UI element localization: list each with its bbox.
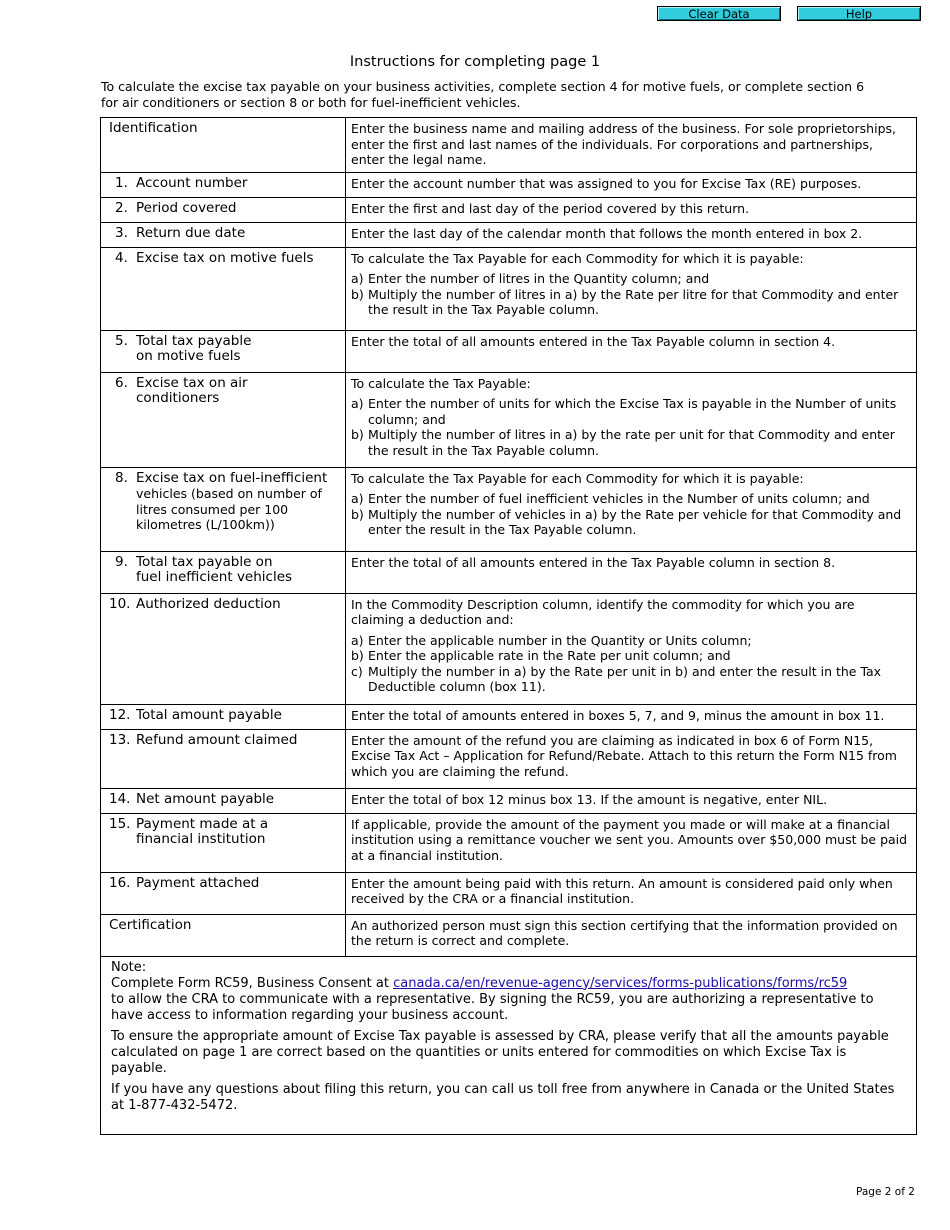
note-heading: Note: [111, 959, 147, 975]
row-label-text: Excise tax on motive fuels [136, 249, 314, 266]
row-number: 5. [115, 332, 128, 349]
row-label-text: vehicles (based on number of litres consumed per 100 kilometres (L/100km)) [136, 486, 322, 532]
row-description [346, 813, 917, 872]
page-title: Instructions for completing page 1 [349, 54, 601, 70]
description-text: Enter the business name and mailing address of the business. For sole proprietorships, enter the first and last names of the individuals. For corporations and partnerships, enter the legal name. [351, 121, 896, 167]
instruction-row [101, 247, 917, 330]
note-row [101, 956, 917, 1134]
instructions-table [100, 117, 917, 1135]
row-label [101, 704, 346, 729]
list-marker: b) [351, 427, 364, 442]
note-paragraph-contact: If you have any questions about filing this return, you can call us toll free from anywhere in Canada or the United States at 1-877-432-5472. [111, 1081, 895, 1113]
row-number: 2. [115, 199, 128, 216]
instruction-row [101, 372, 917, 467]
row-number: 15. [109, 815, 131, 832]
description-list-item [351, 271, 910, 287]
list-marker: a) [351, 491, 364, 506]
note-text: to allow the CRA to communicate with a representative. By signing the RC59, you are authorizing a representative to have access to information regarding your business account. [111, 991, 874, 1023]
row-label [101, 593, 346, 704]
row-label-text: Excise tax on air [136, 374, 248, 391]
instruction-row [101, 788, 917, 813]
intro-line: for air conditioners or section 8 or both for fuel-inefficient vehicles. [101, 94, 521, 110]
row-label-text: Identification [109, 120, 198, 136]
page-number: Page 2 of 2 [856, 1186, 915, 1198]
list-item-text: Multiply the number of litres in a) by the Rate per litre for that Commodity and enter the result in the Tax Payable column. [368, 286, 899, 317]
row-number: 8. [115, 469, 128, 486]
list-item-text: Enter the applicable number in the Quantity or Units column; [368, 632, 752, 648]
row-label-text: Period covered [136, 199, 237, 216]
description-text: Enter the first and last day of the period covered by this return. [351, 200, 750, 216]
row-description [346, 729, 917, 788]
instruction-row [101, 704, 917, 729]
row-number: 12. [109, 706, 131, 723]
list-marker: c) [351, 663, 363, 679]
list-marker: a) [351, 271, 364, 286]
note-paragraph-verify: To ensure the appropriate amount of Excise Tax payable is assessed by CRA, please verify that all the amounts payable calculated on page 1 are correct based on the quantities or units entered for commodities on which Excise Tax is payable. [111, 1028, 889, 1076]
row-number: 6. [115, 374, 128, 391]
row-number: 4. [115, 249, 128, 266]
row-label-text: Authorized deduction [136, 595, 281, 612]
row-number: 3. [115, 224, 128, 241]
list-marker: b) [351, 286, 364, 302]
description-text: Enter the last day of the calendar month that follows the month entered in box 2. [351, 225, 863, 241]
description-text: Enter the account number that was assigned to you for Excise Tax (RE) purposes. [351, 175, 862, 191]
description-text: Enter the total of box 12 minus box 13. If the amount is negative, enter NIL. [351, 791, 828, 807]
description-text: To calculate the Tax Payable for each Commodity for which it is payable: [351, 470, 804, 486]
row-label-text: Payment attached [136, 874, 260, 891]
description-text: Enter the total of amounts entered in boxes 5, 7, and 9, minus the amount in box 11. [351, 707, 885, 723]
list-item-text: Enter the number of units for which the Excise Tax is payable in the Number of units column; and [368, 396, 897, 427]
list-item-text: Enter the number of litres in the Quantity column; and [368, 271, 710, 286]
row-label-text: Certification [109, 916, 192, 933]
list-item-text: Multiply the number of vehicles in a) by the Rate per vehicle for that Commodity and enter the result in the Tax Payable column. [368, 506, 902, 537]
row-number: 10. [109, 595, 131, 612]
row-description [346, 372, 917, 467]
row-label-text: on motive fuels [136, 348, 241, 364]
row-label [101, 729, 346, 788]
row-label [101, 247, 346, 330]
row-label [101, 197, 346, 222]
instruction-row [101, 330, 917, 372]
instruction-row [101, 813, 917, 872]
row-label-text: Payment made at a [136, 815, 269, 832]
row-label [101, 914, 346, 956]
description-list-item [351, 287, 910, 318]
list-marker: a) [351, 396, 364, 411]
description-text: In the Commodity Description column, identify the commodity for which you are claiming a deduction and: [351, 596, 855, 627]
row-label [101, 813, 346, 872]
row-label [101, 467, 346, 551]
note-text: Complete Form RC59, Business Consent at [111, 975, 394, 991]
list-item-text: Enter the number of fuel inefficient vehicles in the Number of units column; and [368, 491, 870, 506]
description-text: Enter the amount of the refund you are claiming as indicated in box 6 of Form N15, Excise Tax Act – Application for Refund/Rebate. Attach to this return the Form N15 from which you are claiming the refund. [351, 732, 897, 779]
row-label-text: Account number [136, 174, 248, 191]
instruction-row [101, 593, 917, 704]
row-label-text: Total tax payable [136, 332, 252, 349]
row-number: 1. [115, 174, 128, 191]
instruction-row [101, 551, 917, 593]
row-description [346, 330, 917, 372]
row-description [346, 197, 917, 222]
note-cell [101, 956, 917, 1134]
row-description [346, 222, 917, 247]
row-description [346, 872, 917, 914]
row-label-text: fuel inefficient vehicles [136, 569, 293, 585]
row-label [101, 788, 346, 813]
description-text: Enter the amount being paid with this return. An amount is considered paid only when received by the CRA or a financial institution. [351, 875, 893, 906]
description-list-item [351, 396, 910, 427]
instruction-row [101, 729, 917, 788]
row-label [101, 330, 346, 372]
row-label-text: Return due date [136, 224, 246, 241]
row-description [346, 467, 917, 551]
rc59-link[interactable]: canada.ca/en/revenue-agency/services/forms-publications/forms/rc59 [393, 975, 848, 991]
row-number: 9. [115, 553, 128, 570]
row-label [101, 872, 346, 914]
description-text: An authorized person must sign this section certifying that the information provided on the return is correct and complete. [351, 917, 898, 948]
instruction-row [101, 467, 917, 551]
row-description [346, 704, 917, 729]
row-description [346, 551, 917, 593]
row-number: 13. [109, 731, 131, 748]
row-label-text: Net amount payable [136, 790, 275, 807]
description-list-item [351, 491, 910, 507]
note-paragraph-consent [111, 976, 906, 1024]
description-list-item [351, 633, 910, 649]
instruction-row [101, 197, 917, 222]
list-marker: b) [351, 506, 364, 522]
instruction-row [101, 914, 917, 956]
row-description [346, 118, 917, 173]
clear-data-button[interactable]: Clear Data [657, 6, 781, 21]
row-label-text: conditioners [136, 390, 220, 406]
instruction-row [101, 118, 917, 173]
row-label-text: financial institution [136, 831, 266, 847]
list-marker: a) [351, 632, 364, 648]
row-label [101, 118, 346, 173]
intro-text [101, 79, 921, 110]
row-label-text: Total tax payable on [136, 553, 273, 570]
row-description [346, 914, 917, 956]
instruction-row [101, 172, 917, 197]
instruction-row [101, 222, 917, 247]
row-label [101, 222, 346, 247]
description-text: Enter the total of all amounts entered in the Tax Payable column in section 4. [351, 333, 836, 349]
row-number: 14. [109, 790, 131, 807]
row-description [346, 593, 917, 704]
description-list-item [351, 648, 910, 664]
row-number: 16. [109, 874, 131, 891]
list-item-text: Multiply the number of litres in a) by the rate per unit for that Commodity and enter the result in the Tax Payable column. [368, 427, 895, 458]
instruction-row [101, 872, 917, 914]
description-text: To calculate the Tax Payable: [351, 375, 531, 391]
description-text: Enter the total of all amounts entered in the Tax Payable column in section 8. [351, 554, 836, 570]
description-text: To calculate the Tax Payable for each Commodity for which it is payable: [351, 250, 804, 266]
row-label [101, 372, 346, 467]
row-description [346, 788, 917, 813]
list-marker: b) [351, 648, 364, 663]
list-item-text: Multiply the number in a) by the Rate per unit in b) and enter the result in the Tax Deductible column (box 11). [368, 663, 882, 694]
description-list-item [351, 427, 910, 458]
row-label-text: Refund amount claimed [136, 731, 298, 748]
description-text: If applicable, provide the amount of the payment you made or will make at a financial institution using a remittance voucher we sent you. Amounts over $50,000 must be paid at a financial institution. [351, 816, 908, 863]
description-list-item [351, 664, 910, 695]
row-label [101, 172, 346, 197]
list-item-text: Enter the applicable rate in the Rate per unit column; and [368, 648, 731, 663]
row-description [346, 247, 917, 330]
row-description [346, 172, 917, 197]
row-label-text: Total amount payable [136, 706, 282, 723]
row-label [101, 551, 346, 593]
description-list-item [351, 507, 910, 538]
row-label-text: Excise tax on fuel-inefficient [136, 469, 328, 486]
help-button[interactable]: Help [797, 6, 921, 21]
intro-line: To calculate the excise tax payable on your business activities, complete section 4 for motive fuels, or complete section 6 [101, 79, 865, 94]
